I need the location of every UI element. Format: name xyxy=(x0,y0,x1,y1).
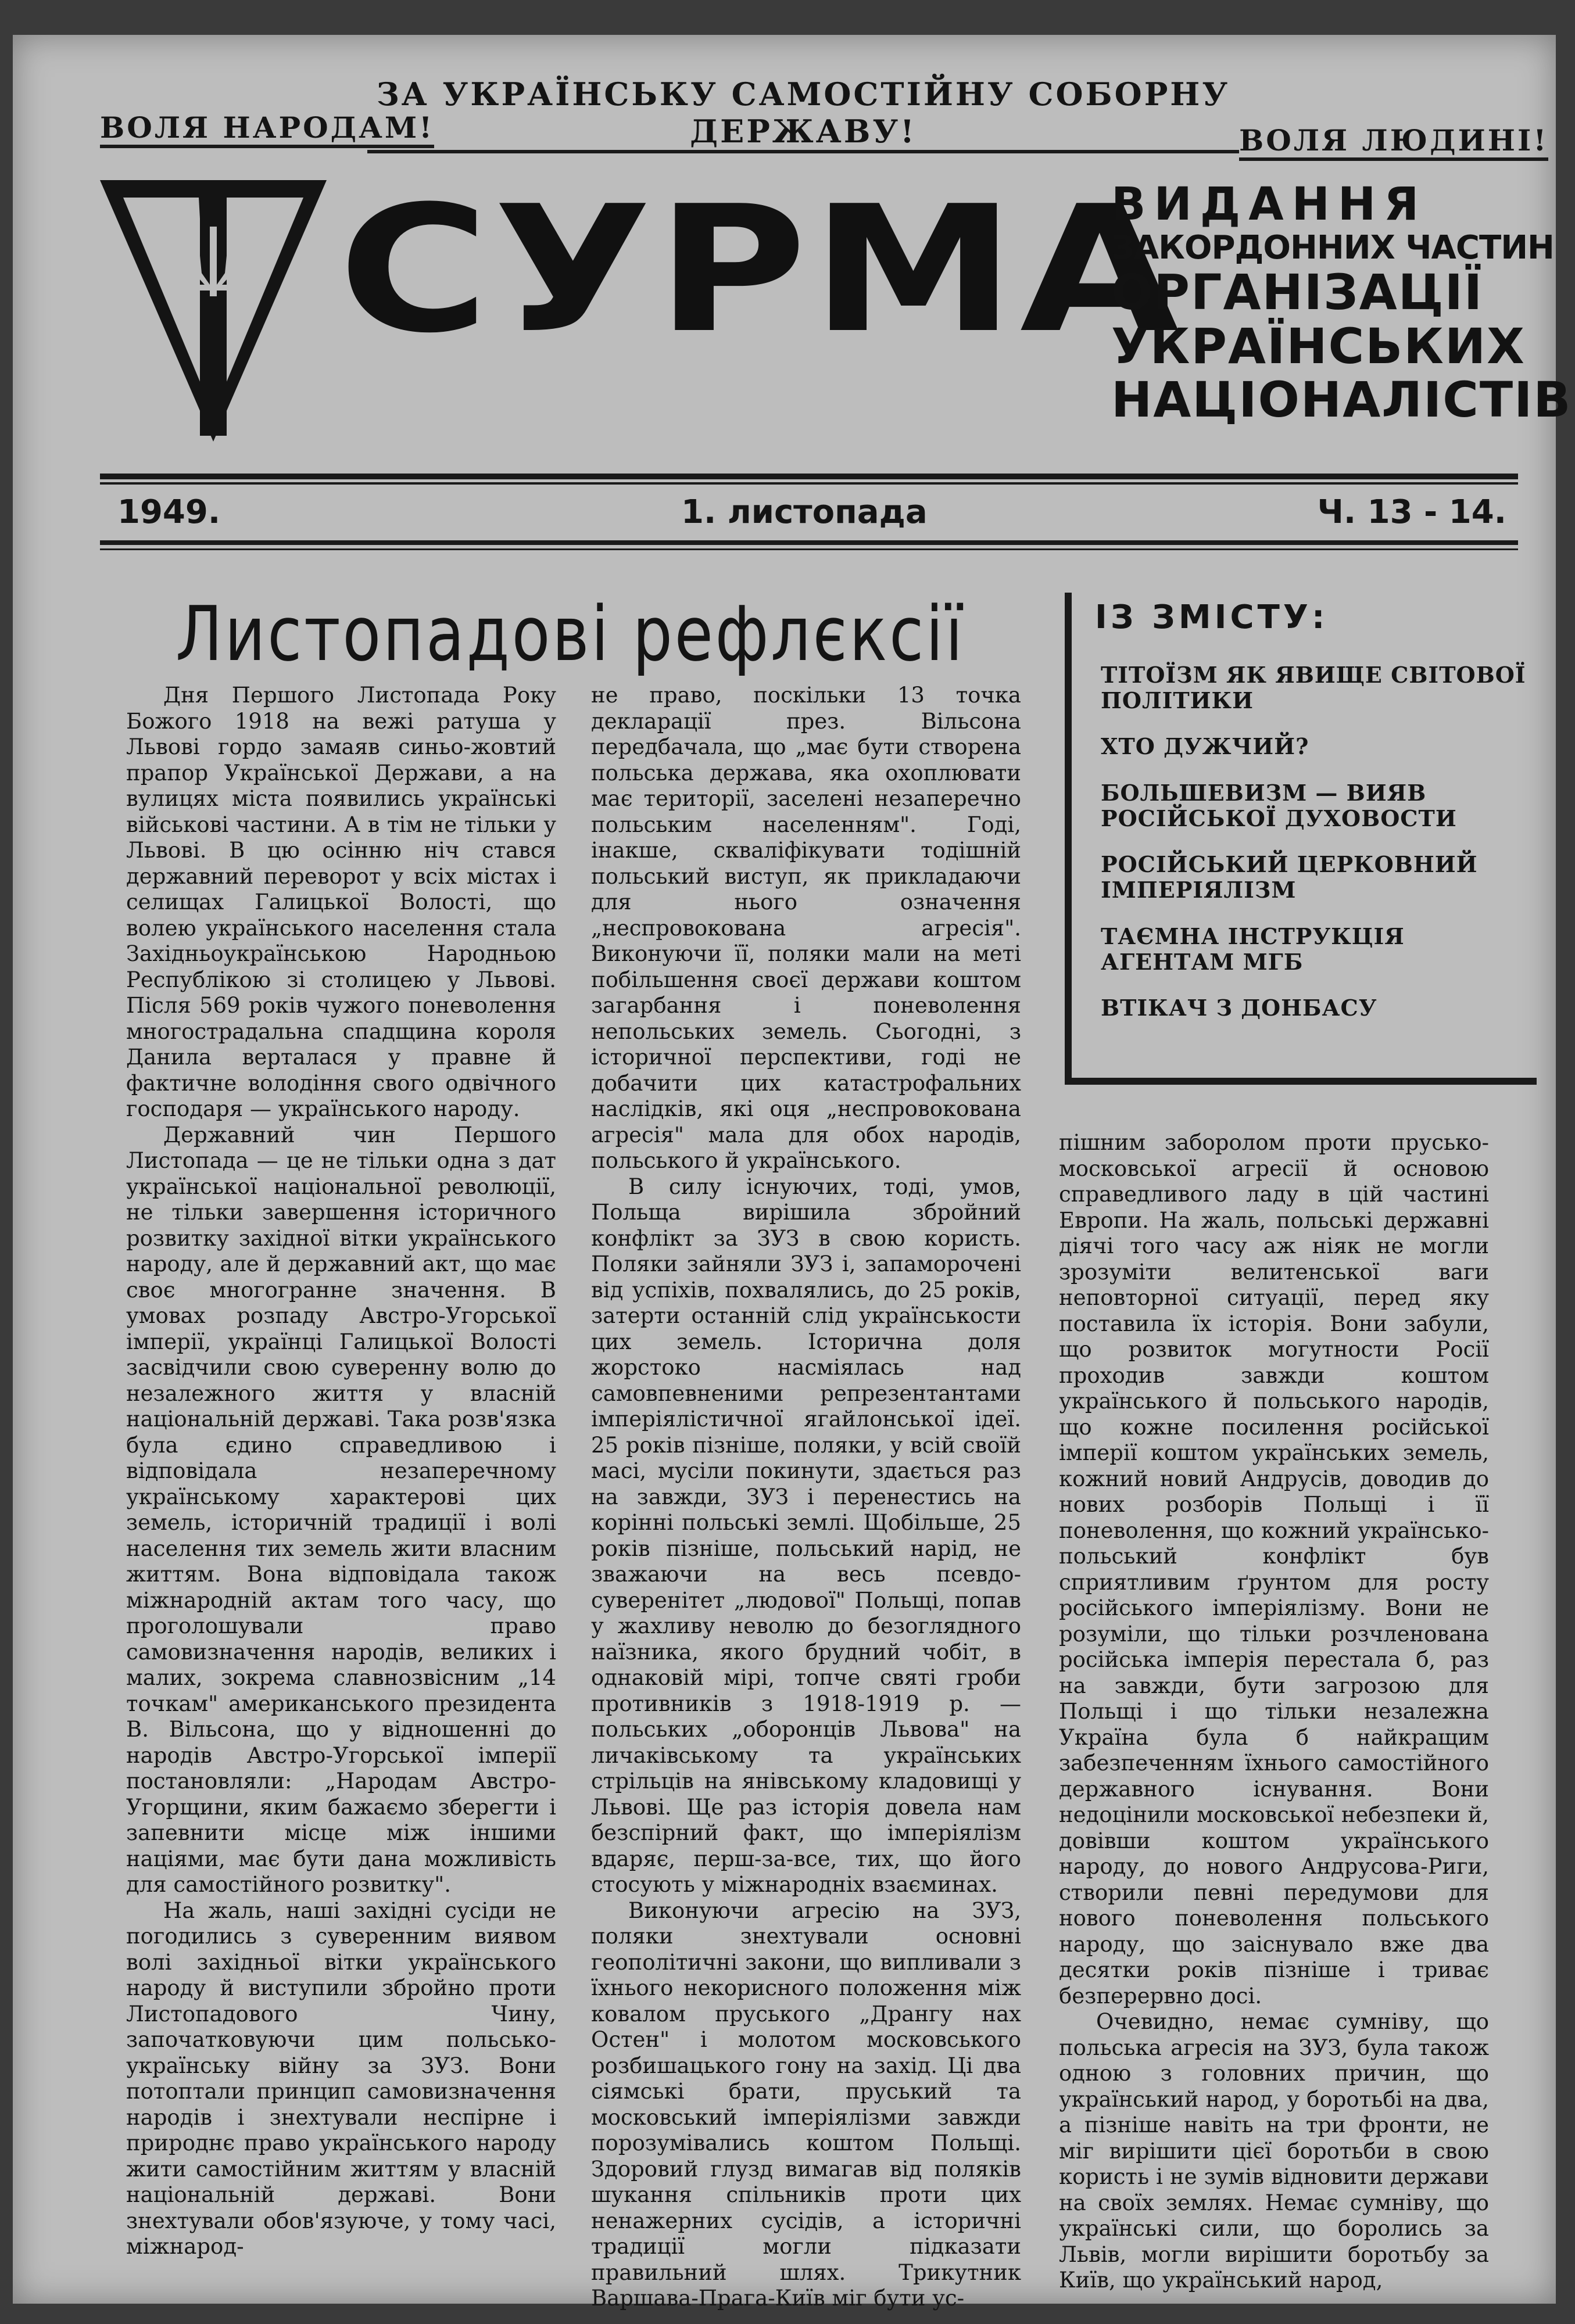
article-column-1 xyxy=(126,683,556,2260)
publisher-line: НАЦІОНАЛІСТІВ xyxy=(1111,371,1572,429)
publisher-line: УКРАЇНСЬКИХ xyxy=(1111,317,1526,375)
article-title: Листопадові рефлєксії xyxy=(176,590,965,678)
article-paragraph: Виконуючи агресію на ЗУЗ, поляки знехтували основні геополітичні закони, що випливали з їхнього некорисного положення між ковалом пруського „Дрангу нах Остен" і молотом московського розбишацького гону на захід. Ці два сіямські брати, пруський та московський імперіялізми завжди порозумівались коштом Польщі. Здоровий глузд вимагав від поляків шукання спільників проти цих ненажерних сусідів, а історичні традиції могли підказати правильний шлях. Трикутник Варшава-Прага-Київ міг бути ус- xyxy=(591,1898,1021,2311)
contents-box xyxy=(1065,593,1537,1085)
slogan-main: ЗА УКРАЇНСЬКУ САМОСТІЙНУ СОБОРНУ ДЕРЖАВУ! xyxy=(367,76,1239,153)
article-column-3 xyxy=(1059,1130,1489,2294)
masthead-title: СУРМА xyxy=(338,168,1183,371)
article-paragraph: пішним заборолом проти прусько-московської агресії й основою справедливого ладу в цій частині Европи. На жаль, польські державні діячі того часу аж ніяк не могли зрозуміти велитенської ваги неповторної ситуації, перед яку поставила їх історія. Вони забули, що розвиток могутности Росії проходив завжди коштом українського й польського народів, що кожне посилення російської імперії коштом українських земель, кожний новий Андрусів, доводив до нових розборів Польщі і її поневолення, що кожний українсько-польський конфлікт був сприятливим ґрунтом для росту російського імперіялізму. Вони не розуміли, що тільки розчленована російська імперія перестала б, раз на завжди, бути загрозою для Польщі і що тільки незалежна Україна була б найкращим забезпеченням їхнього самостійного державного існування. Вони недоцінили московської небезпеки й, довівши коштом українського народу, до нового Андрусова-Риги, створили певні передумови для нового поневолення польського народу, що заіснувало вже два десятки років пізніше і триває безперервно досі. xyxy=(1059,1130,1489,2009)
dateline xyxy=(100,485,1518,537)
article-paragraph: не право, поскільки 13 точка декларації през. Вільсона передбачала, що „має бути створена польська держава, яка охоплювати має території, заселені незаперечно польським населенням". Годі, інакше, скваліфікувати тодішній польський виступ, як прикладаючи для нього означення „неспровокована агресія". Виконуючи її, поляки мали на меті побільшення своєї держави коштом загарбання і поневолення непольських земель. Сьогодні, з історичної перспективи, годі не добачити цих катастрофальних наслідків, які оця „неспровокована агресія" мала для обох народів, польського й українського. xyxy=(591,683,1021,1173)
issue-date: 1. листопада xyxy=(681,493,928,531)
contents-list xyxy=(1101,662,1531,1042)
divider-rule xyxy=(100,474,1518,479)
divider-rule xyxy=(100,540,1518,545)
divider-rule xyxy=(100,548,1518,550)
contents-item: ТАЄМНА ІНСТРУКЦІЯ АГЕНТАМ МГБ xyxy=(1101,923,1405,975)
article-paragraph: Державний чин Першого Листопада — це не тільки одна з дат української національної революції, не тільки завершення історичного розвитку західної вітки українського народу, але й державний акт, що має своє многогранне значення. В умовах розпаду Австро-Угорської імперії, українці Галицької Волості засвідчили свою суверенну волю до незалежного життя у власній національній державі. Така розв'язка була єдино справедливою і відповідала незаперечному українському характерові цих земель, історичній традиції і волі населення тих земель жити власним життям. Вона відповідала також міжнародній актам того часу, що проголошували право самовизначення народів, великих і малих, зокрема славнозвісним „14 точкам" американського президента В. Вільсона, що у відношенні до народів Австро-Угорської імперії постановляли: „Народам Австро-Угорщини, яким бажаємо зберегти і запевнити місце між іншими націями, має бути дана можливість для самостійного розвитку". xyxy=(126,1122,556,1897)
article-paragraph: Дня Першого Листопада Року Божого 1918 на вежі ратуша у Львові гордо замаяв синьо-жовтий прапор Української Держави, а на вулицях міста появились українські військові частини. А в тім не тільки у Львові. В цю осінню ніч стався державний переворот у всіх містах і селищах Галицької Волості, що волею українського населення стала Західньоукраїнською Народньою Республікою зі столицею у Львові. Після 569 років чужого поневолення многострадальна спадщина короля Данила верталася у правне й фактичне володіння свого одвічного господаря — українського народу. xyxy=(126,683,556,1121)
publisher-block xyxy=(1111,178,1572,429)
publisher-line: ВИДАННЯ xyxy=(1111,178,1427,231)
contents-item: ВТІКАЧ З ДОНБАСУ xyxy=(1101,995,1377,1021)
contents-item: БОЛЬШЕВИЗМ — ВИЯВ РОСІЙСЬКОЇ ДУХОВОСТИ xyxy=(1101,780,1457,831)
article-column-2 xyxy=(591,683,1021,2312)
issue-number: Ч. 13 - 14. xyxy=(1317,493,1506,531)
contents-item: ХТО ДУЖЧИЙ? xyxy=(1101,733,1309,760)
trident-shield-logo-icon xyxy=(100,174,327,442)
article-paragraph: Очевидно, немає сумніву, що польська агресія на ЗУЗ, була також одною з головних причин, що український народ, у боротьбі на два, а пізніше навіть на три фронти, не міг вирішити цієї боротьби в свою користь і не зумів відновити держави на своїх землях. Немає сумніву, що українські сили, що боролись за Львів, могли вирішити боротьбу за Київ, що український народ, xyxy=(1059,2009,1489,2293)
slogan-right: ВОЛЯ ЛЮДИНІ! xyxy=(1239,123,1548,161)
publisher-line: ОРГАНІЗАЦІЇ xyxy=(1111,264,1484,321)
newspaper-page xyxy=(13,35,1572,2311)
article-paragraph: На жаль, наші західні сусіди не погодились з суверенним виявом волі західньої вітки українського народу й виступили збройно проти Листопадового Чину, започатковуючи цим польсько-українську війну за ЗУЗ. Вони потоптали принцип самовизначення народів і знехтували неспірне і природнє право українського народу жити самостійним життям у власній національній державі. Вони знехтували обов'язуюче, у тому часі, міжнарод- xyxy=(126,1898,556,2259)
contents-heading: ІЗ ЗМІСТУ: xyxy=(1095,598,1329,636)
slogan-left: ВОЛЯ НАРОДАМ! xyxy=(100,110,434,148)
issue-year: 1949. xyxy=(117,493,221,531)
contents-item: РОСІЙСЬКИЙ ЦЕРКОВНИЙ ІМПЕРІЯЛІЗМ xyxy=(1101,851,1478,903)
publisher-line: ЗАКОРДОННИХ ЧАСТИН xyxy=(1111,228,1554,267)
article-paragraph: В силу існуючих, тоді, умов, Польща вирішила збройний конфлікт за ЗУЗ в свою користь. Поляки зайняли ЗУЗ і, запаморочені від успіхів, похвалялись, до 25 років, затерти останній слід українськости цих земель. Історична доля жорстоко насміялась над самовпевненими репрезентантами імперіялістичної ягайлонської ідеї. 25 років пізніше, поляки, у всій своїй масі, мусіли покинути, здається раз на завжди, ЗУЗ і перенестись на корінні польські землі. Щобільше, 25 років пізніше, польський нарід, не зважаючи на весь псевдо-суверенітет „людової" Польщі, попав у жахливу неволю до безоглядного наїзника, якого брудний чобіт, в однаковій мірі, топче святі гроби противників з 1918-1919 р. — польських „оборонців Львова" на личаківському та українських стрільців на янівському кладовищі у Львові. Ще раз історія довела нам безспірний факт, що імперіялізм вдаряє, перш-за-все, тих, що його стосують у міжнародніх взаєминах. xyxy=(591,1174,1021,1897)
divider-rule xyxy=(100,482,1518,485)
contents-item: ТІТОЇЗМ ЯК ЯВИЩЕ СВІТОВОЇ ПОЛІТИКИ xyxy=(1101,662,1526,713)
